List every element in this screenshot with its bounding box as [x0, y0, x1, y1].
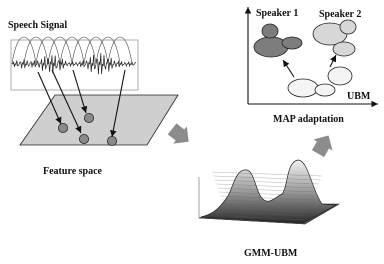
gmm-ubm-label: GMM-UBM: [244, 248, 298, 259]
speaker1-label: Speaker 1: [256, 8, 299, 19]
gmm-ubm-surface: [199, 160, 339, 224]
feature-point: [79, 134, 88, 143]
feature-point: [58, 123, 67, 132]
ubm-label: UBM: [347, 91, 371, 102]
speaker1-components: [254, 24, 302, 57]
speaker1-gaussian: [262, 24, 278, 38]
ubm-gaussian: [288, 79, 318, 97]
to-gmm-block-arrow: [165, 120, 195, 150]
ubm-gaussian: [328, 67, 352, 85]
speech-signal-label: Speech Signal: [8, 20, 68, 31]
speaker2-gaussian: [340, 20, 356, 34]
adapt-arrow-speaker1: [283, 60, 294, 77]
feature-space-label: Feature space: [43, 166, 102, 177]
map-adaptation-label: MAP adaptation: [273, 114, 344, 125]
speaker2-components: [313, 20, 356, 56]
speaker2-label: Speaker 2: [319, 9, 362, 20]
feature-space-plane: [20, 95, 178, 145]
surface-peaks: [201, 160, 336, 223]
speaker1-gaussian: [282, 37, 302, 49]
adapt-arrow-speaker2: [330, 55, 336, 67]
ubm-components: [288, 67, 352, 97]
feature-point: [84, 113, 93, 122]
feature-point: [107, 136, 116, 145]
speaker2-gaussian: [333, 42, 355, 56]
to-map-block-arrow: [308, 130, 338, 159]
ubm-gaussian: [315, 84, 335, 96]
